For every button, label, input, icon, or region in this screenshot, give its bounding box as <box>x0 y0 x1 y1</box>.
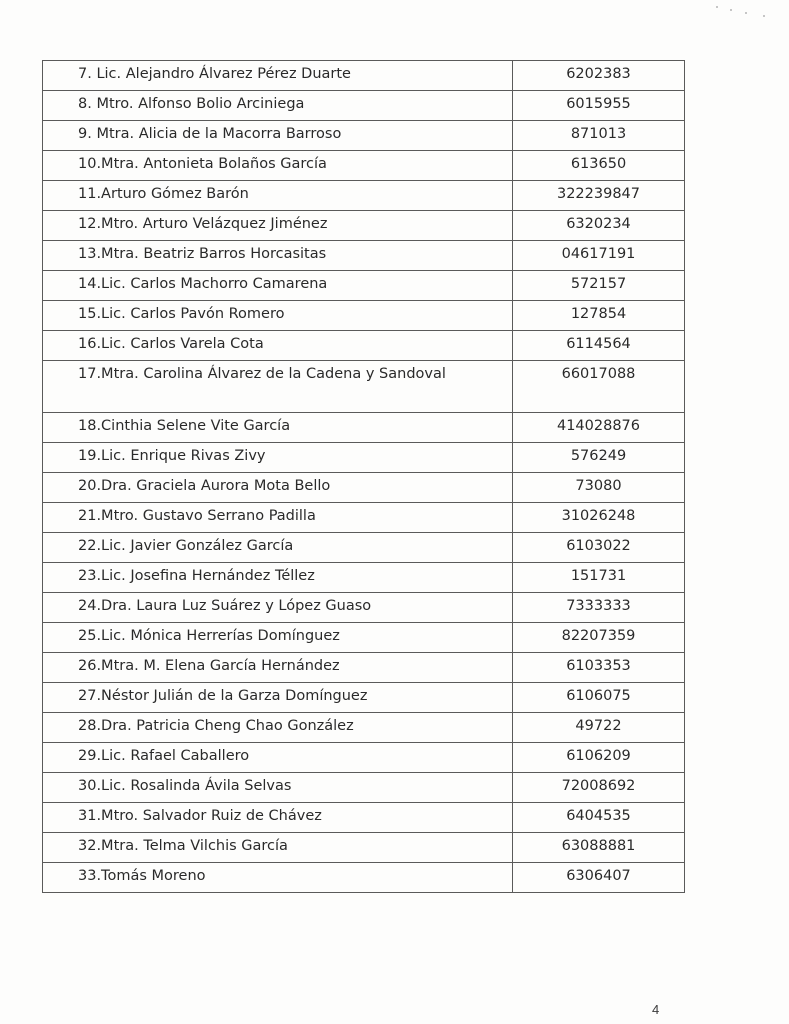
person-name: 11.Arturo Gómez Barón <box>43 181 513 211</box>
table-row <box>43 413 685 443</box>
registration-number: 414028876 <box>513 413 685 443</box>
table-row <box>43 563 685 593</box>
registration-number: 6202383 <box>513 61 685 91</box>
person-name: 19.Lic. Enrique Rivas Zivy <box>43 443 513 473</box>
registration-number: 572157 <box>513 271 685 301</box>
table-row <box>43 803 685 833</box>
table-row <box>43 683 685 713</box>
person-name: 24.Dra. Laura Luz Suárez y López Guaso <box>43 593 513 623</box>
person-name: 29.Lic. Rafael Caballero <box>43 743 513 773</box>
person-name: 7. Lic. Alejandro Álvarez Pérez Duarte <box>43 61 513 91</box>
person-name: 20.Dra. Graciela Aurora Mota Bello <box>43 473 513 503</box>
registration-number: 7333333 <box>513 593 685 623</box>
table-row <box>43 533 685 563</box>
table-row <box>43 211 685 241</box>
scan-speck <box>730 9 732 11</box>
registration-number: 82207359 <box>513 623 685 653</box>
scan-speck <box>763 15 765 17</box>
person-name: 16.Lic. Carlos Varela Cota <box>43 331 513 361</box>
person-name: 32.Mtra. Telma Vilchis García <box>43 833 513 863</box>
registration-number: 613650 <box>513 151 685 181</box>
person-name: 33.Tomás Moreno <box>43 863 513 893</box>
table-row <box>43 833 685 863</box>
registration-number: 04617191 <box>513 241 685 271</box>
registration-number: 6106075 <box>513 683 685 713</box>
registration-number: 6306407 <box>513 863 685 893</box>
table-row <box>43 121 685 151</box>
table-row <box>43 593 685 623</box>
registration-number: 49722 <box>513 713 685 743</box>
table-row <box>43 301 685 331</box>
person-name: 26.Mtra. M. Elena García Hernández <box>43 653 513 683</box>
person-name: 28.Dra. Patricia Cheng Chao González <box>43 713 513 743</box>
table-row <box>43 241 685 271</box>
person-name: 18.Cinthia Selene Vite García <box>43 413 513 443</box>
table-row <box>43 61 685 91</box>
person-name: 8. Mtro. Alfonso Bolio Arciniega <box>43 91 513 121</box>
person-name: 15.Lic. Carlos Pavón Romero <box>43 301 513 331</box>
person-name: 12.Mtro. Arturo Velázquez Jiménez <box>43 211 513 241</box>
scan-speck <box>716 6 718 8</box>
registration-number: 127854 <box>513 301 685 331</box>
table-row <box>43 773 685 803</box>
person-name: 21.Mtro. Gustavo Serrano Padilla <box>43 503 513 533</box>
registration-number: 6103353 <box>513 653 685 683</box>
person-name: 25.Lic. Mónica Herrerías Domínguez <box>43 623 513 653</box>
registration-number: 6106209 <box>513 743 685 773</box>
person-name: 14.Lic. Carlos Machorro Camarena <box>43 271 513 301</box>
table-row <box>43 713 685 743</box>
registration-number: 6320234 <box>513 211 685 241</box>
registration-number: 31026248 <box>513 503 685 533</box>
registration-number: 66017088 <box>513 361 685 413</box>
registry-table <box>42 60 685 893</box>
table-row <box>43 181 685 211</box>
person-name: 17.Mtra. Carolina Álvarez de la Cadena y Sandoval <box>43 361 513 413</box>
registration-number: 6015955 <box>513 91 685 121</box>
person-name: 27.Néstor Julián de la Garza Domínguez <box>43 683 513 713</box>
table-row <box>43 331 685 361</box>
registration-number: 871013 <box>513 121 685 151</box>
table-row <box>43 623 685 653</box>
registration-number: 63088881 <box>513 833 685 863</box>
table-row <box>43 863 685 893</box>
page-number: 4 <box>652 1002 660 1017</box>
table-row <box>43 271 685 301</box>
table-row <box>43 443 685 473</box>
registration-number: 151731 <box>513 563 685 593</box>
registration-number: 6404535 <box>513 803 685 833</box>
person-name: 13.Mtra. Beatriz Barros Horcasitas <box>43 241 513 271</box>
person-name: 22.Lic. Javier González García <box>43 533 513 563</box>
table-row <box>43 503 685 533</box>
registration-number: 6103022 <box>513 533 685 563</box>
table-row <box>43 653 685 683</box>
person-name: 31.Mtro. Salvador Ruiz de Chávez <box>43 803 513 833</box>
person-name: 9. Mtra. Alicia de la Macorra Barroso <box>43 121 513 151</box>
registration-number: 576249 <box>513 443 685 473</box>
table-row <box>43 151 685 181</box>
table-row <box>43 473 685 503</box>
table-row <box>43 91 685 121</box>
registration-number: 73080 <box>513 473 685 503</box>
registration-number: 72008692 <box>513 773 685 803</box>
person-name: 30.Lic. Rosalinda Ávila Selvas <box>43 773 513 803</box>
registration-number: 6114564 <box>513 331 685 361</box>
table-row <box>43 743 685 773</box>
person-name: 23.Lic. Josefina Hernández Téllez <box>43 563 513 593</box>
person-name: 10.Mtra. Antonieta Bolaños García <box>43 151 513 181</box>
registration-number: 322239847 <box>513 181 685 211</box>
table-row <box>43 361 685 413</box>
scan-speck <box>745 12 747 14</box>
